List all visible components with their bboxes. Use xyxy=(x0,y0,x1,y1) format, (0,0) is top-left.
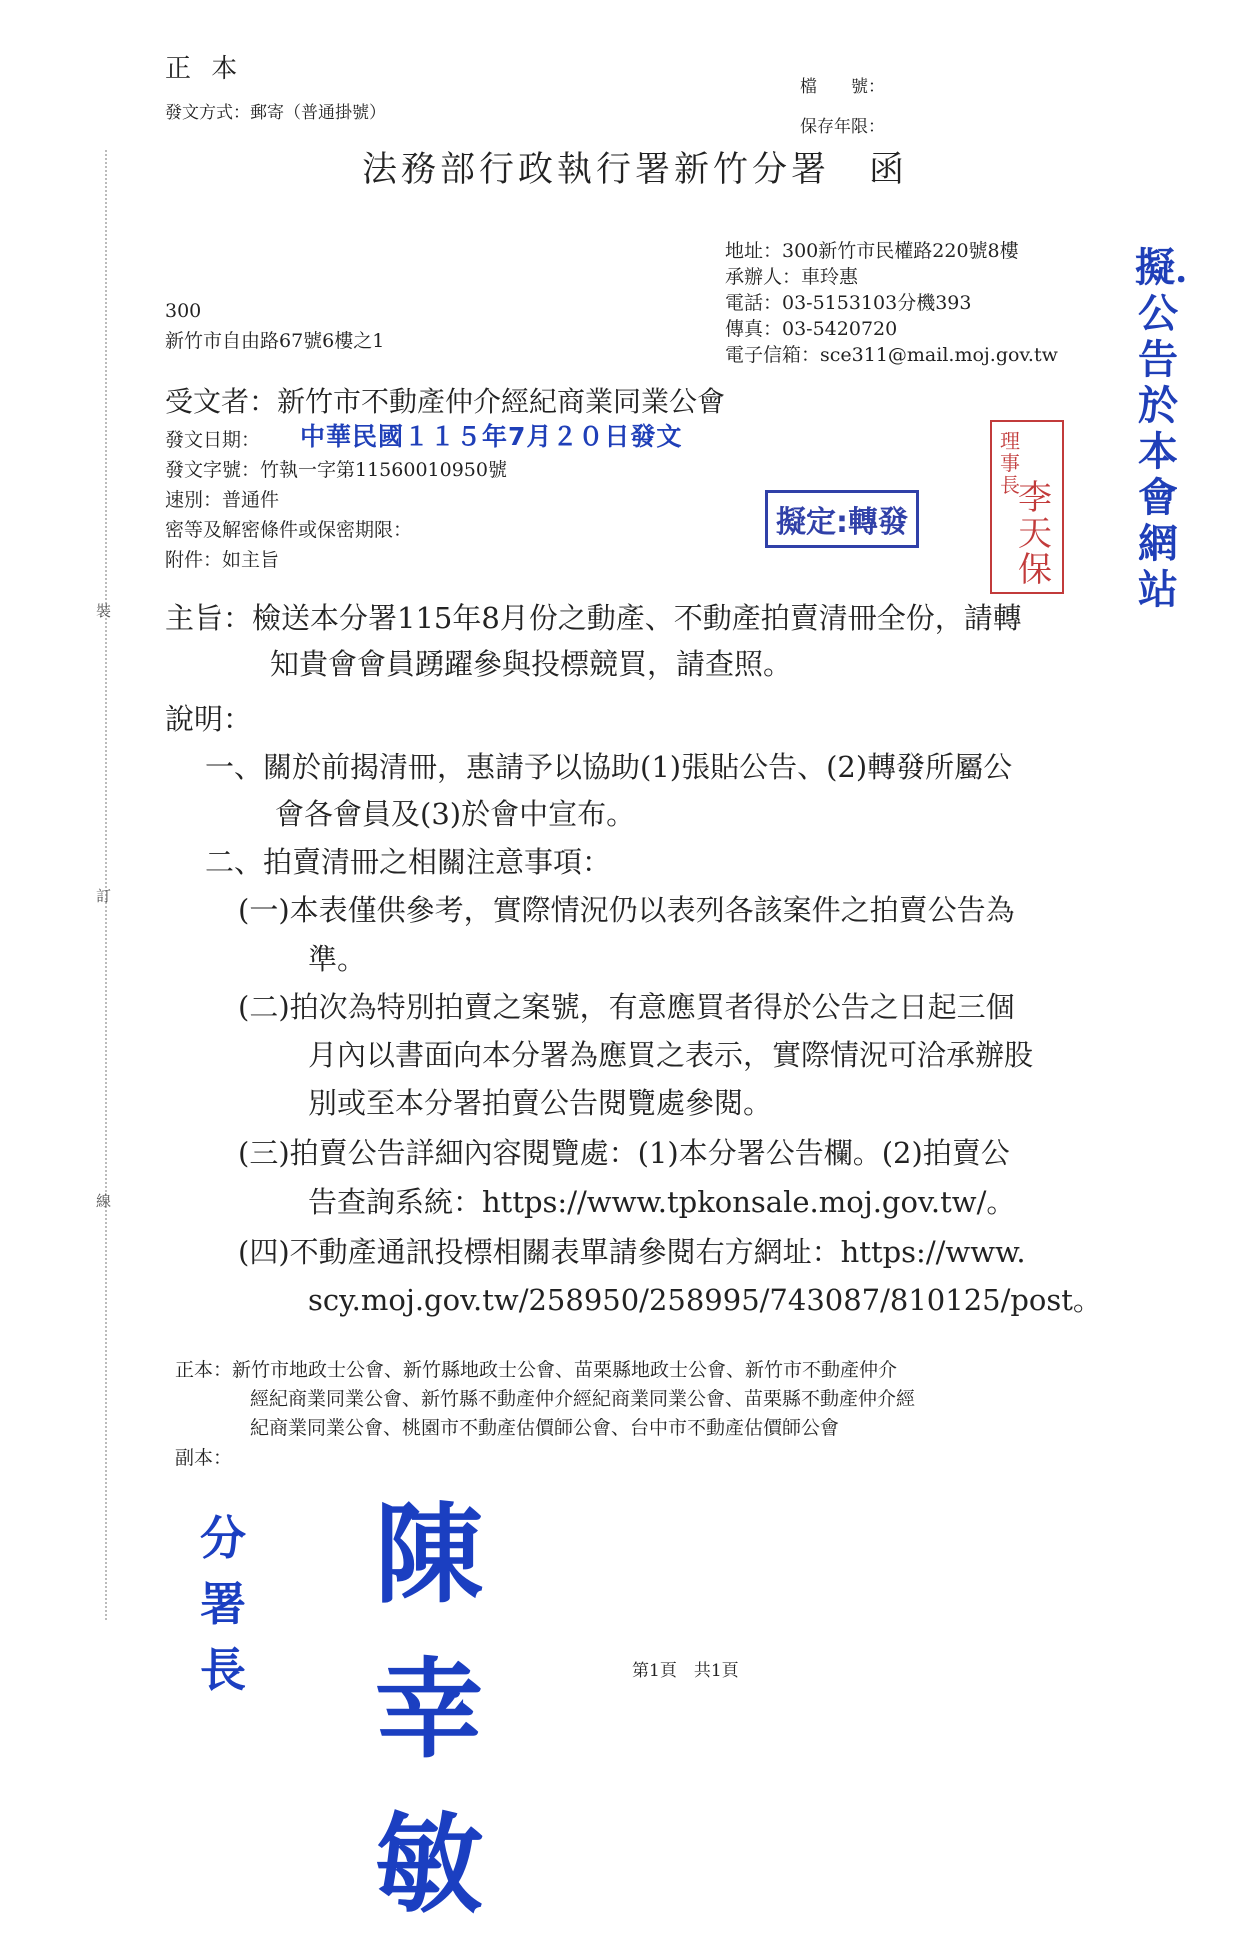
binding-mark-staple: 訂 xyxy=(96,887,112,905)
send-method: 發文方式：郵寄（普通掛號） xyxy=(165,103,386,123)
date-stamp: 中華民國１１５年7月２０日發文 xyxy=(300,422,683,451)
binding-mark-line: 線 xyxy=(96,1192,112,1210)
signature-name: 陳幸敏 xyxy=(375,1493,492,1928)
chairman-seal xyxy=(990,420,1064,594)
contact-person: 承辦人：車玲惠 xyxy=(725,266,859,288)
phone: 電話：03-5153103分機393 xyxy=(725,292,972,314)
copy-recipients: 副本： xyxy=(175,1447,233,1469)
explanation-item-2: 二、拍賣清冊之相關注意事項： xyxy=(205,845,612,879)
recipient-zip: 300 xyxy=(165,300,202,322)
attachment: 附件：如主旨 xyxy=(165,549,280,571)
document-number: 發文字號：竹執一字第11560010950號 xyxy=(165,459,507,481)
note-4-line-1: (四)不動產通訊投標相關表單請參閱右方網址：https://www. xyxy=(238,1235,1026,1269)
note-1-line-2: 準。 xyxy=(308,942,367,976)
signature-title: 分署長 xyxy=(200,1511,246,1697)
note-2-line-2: 月內以書面向本分署為應買之表示，實際情況可洽承辦股 xyxy=(308,1038,1034,1072)
recipient-address: 新竹市自由路67號6樓之1 xyxy=(165,330,385,352)
recipient: 受文者：新竹市不動產仲介經紀商業同業公會 xyxy=(165,385,726,418)
vertical-annotation: 擬．公告於本會網站 xyxy=(1135,245,1215,613)
note-3-line-2: 告查詢系統：https://www.tpkonsale.moj.gov.tw/。 xyxy=(308,1185,1016,1219)
retention-period: 保存年限： xyxy=(800,117,885,137)
fax: 傳真：03-5420720 xyxy=(725,318,898,340)
explanation-item-1-line-1: 一、關於前揭清冊，惠請予以協助(1)張貼公告、(2)轉發所屬公 xyxy=(205,750,1013,784)
main-recipients-line-3: 紀商業同業公會、桃園市不動產估價師公會、台中市不動產估價師公會 xyxy=(250,1417,840,1439)
file-number: 檔 號： xyxy=(800,77,885,97)
subject-line-2: 知貴會會員踴躍參與投標競買，請查照。 xyxy=(270,647,793,681)
email: 電子信箱：sce311@mail.moj.gov.tw xyxy=(725,344,1058,366)
note-2-line-3: 別或至本分署拍賣公告閱覽處參閱。 xyxy=(308,1086,773,1120)
explanation-label: 說明： xyxy=(165,702,253,736)
speed-class: 速別：普通件 xyxy=(165,489,280,511)
secrecy-level: 密等及解密條件或保密期限： xyxy=(165,519,413,541)
page-number: 第1頁 共1頁 xyxy=(632,1661,739,1681)
subject-line-1: 主旨：檢送本分署115年8月份之動產、不動產拍賣清冊全份，請轉 xyxy=(165,601,1022,635)
copy-type: 正 本 xyxy=(165,54,244,84)
draft-stamp: 擬定:轉發 xyxy=(765,490,919,548)
date-label: 發文日期： xyxy=(165,429,261,451)
main-recipients-line-1: 正本：新竹市地政士公會、新竹縣地政士公會、苗栗縣地政士公會、新竹市不動產仲介 xyxy=(175,1359,898,1381)
chairman-seal-title: 理事長 xyxy=(1000,429,1020,497)
note-4-line-2: scy.moj.gov.tw/258950/258995/743087/810125/post。 xyxy=(308,1283,1102,1317)
sender-address: 地址：300新竹市民權路220號8樓 xyxy=(725,240,1019,262)
chairman-seal-name: 李天保 xyxy=(1018,478,1052,590)
note-1-line-1: (一)本表僅供參考，實際情況仍以表列各該案件之拍賣公告為 xyxy=(238,893,1015,927)
explanation-item-1-line-2: 會各會員及(3)於會中宣布。 xyxy=(275,797,636,831)
main-recipients-line-2: 經紀商業同業公會、新竹縣不動產仲介經紀商業同業公會、苗栗縣不動產仲介經 xyxy=(250,1388,916,1410)
note-2-line-1: (二)拍次為特別拍賣之案號，有意應買者得於公告之日起三個 xyxy=(238,990,1015,1024)
note-3-line-1: (三)拍賣公告詳細內容閱覽處：(1)本分署公告欄。(2)拍賣公 xyxy=(238,1136,1010,1170)
binding-mark-bind: 裝 xyxy=(96,602,112,620)
document-title: 法務部行政執行署新竹分署 函 xyxy=(362,150,909,190)
